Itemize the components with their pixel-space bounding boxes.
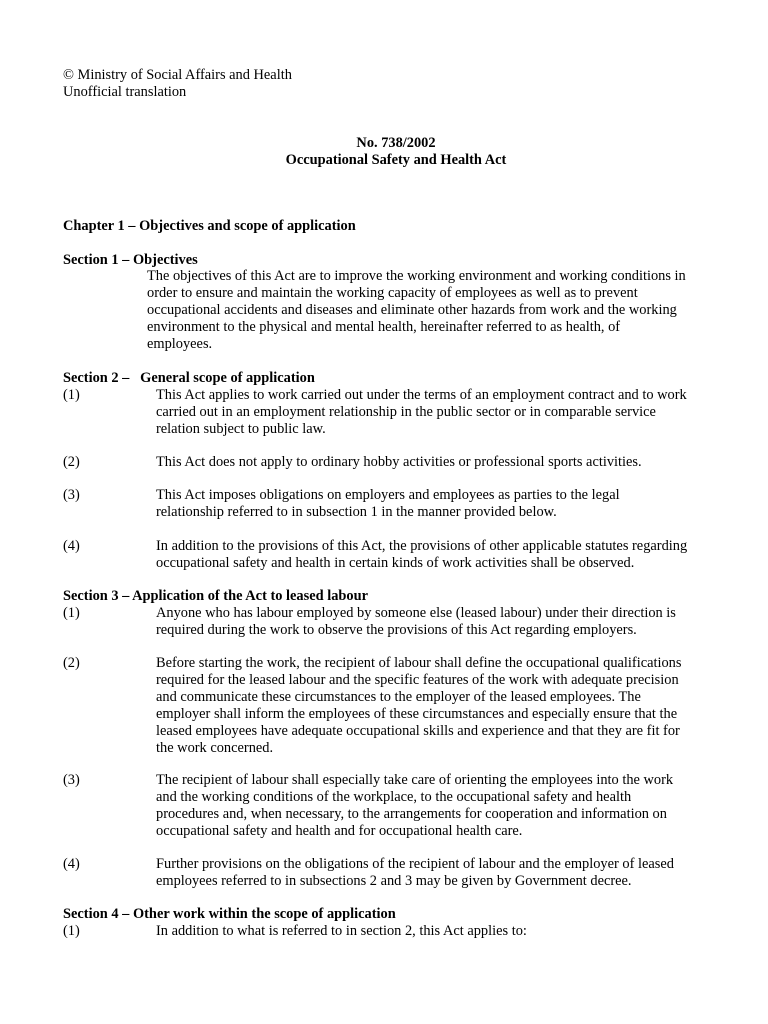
act-title: Occupational Safety and Health Act: [285, 152, 507, 168]
subsection-number: (3): [63, 772, 80, 788]
chapter-heading: Chapter 1 – Objectives and scope of application: [63, 218, 356, 234]
subsection-number: (4): [63, 856, 80, 872]
text-line: The objectives of this Act are to improve the working environment and working conditions in: [147, 268, 686, 284]
act-number: No. 738/2002: [356, 135, 436, 151]
text-line: procedures and, when necessary, to the arrangements for cooperation and information on: [156, 806, 667, 822]
subsection-number: (4): [63, 538, 80, 554]
subsection-text: [156, 923, 736, 940]
text-line: order to ensure and maintain the working capacity of employees as well as to prevent: [147, 285, 638, 301]
text-line: relation subject to public law.: [156, 421, 326, 437]
text-line: relationship referred to in subsection 1 in the manner provided below.: [156, 504, 557, 520]
text-line: and the working conditions of the workplace, to the occupational safety and health: [156, 789, 632, 805]
text-line: required during the work to observe the provisions of this Act regarding employers.: [156, 622, 637, 638]
subsection-text: [156, 655, 736, 757]
section-heading: Section 3 – Application of the Act to leased labour: [63, 588, 368, 604]
text-line: employees.: [147, 336, 213, 352]
text-line: This Act does not apply to ordinary hobby activities or professional sports activities.: [156, 454, 642, 470]
text-line: occupational safety and health in certain kinds of work activities shall be observed.: [156, 555, 635, 571]
text-line: Before starting the work, the recipient of labour shall define the occupational qualifications: [156, 655, 682, 671]
translation-note: Unofficial translation: [63, 84, 187, 100]
subsection-text: [156, 487, 736, 521]
subsection-number: (2): [63, 454, 80, 470]
text-line: In addition to the provisions of this Act, the provisions of other applicable statutes regarding: [156, 538, 688, 554]
text-line: Further provisions on the obligations of the recipient of labour and the employer of leased: [156, 856, 674, 872]
subsection-text: [156, 454, 736, 471]
text-line: This Act applies to work carried out under the terms of an employment contract and to work: [156, 387, 687, 403]
subsection-text: [156, 538, 736, 572]
text-line: employer shall inform the employees of these circumstances and especially ensure that the: [156, 706, 678, 722]
subsection-text: [156, 856, 736, 890]
text-line: employees referred to in subsections 2 and 3 may be given by Government decree.: [156, 873, 632, 889]
text-line: This Act imposes obligations on employers and employees as parties to the legal: [156, 487, 620, 503]
text-line: carried out in an employment relationship in the public sector or in comparable service: [156, 404, 656, 420]
text-line: In addition to what is referred to in section 2, this Act applies to:: [156, 923, 527, 939]
text-line: Anyone who has labour employed by someone else (leased labour) under their direction is: [156, 605, 676, 621]
section-heading: Section 1 – Objectives: [63, 252, 198, 268]
text-line: environment to the physical and mental health, hereinafter referred to as health, of: [147, 319, 621, 335]
text-line: occupational safety and health and for occupational health care.: [156, 823, 523, 839]
copyright-line: © Ministry of Social Affairs and Health: [63, 67, 292, 83]
section-heading: Section 4 – Other work within the scope of application: [63, 906, 396, 922]
text-line: and communicate these circumstances to the employer of the leased employees. The: [156, 689, 641, 705]
subsection-number: (1): [63, 923, 80, 939]
text-line: The recipient of labour shall especially take care of orienting the employees into the work: [156, 772, 674, 788]
subsection-text: [156, 387, 736, 438]
subsection-number: (3): [63, 487, 80, 503]
subsection-number: (1): [63, 387, 80, 403]
text-line: the work concerned.: [156, 740, 274, 756]
subsection-text: [156, 772, 736, 840]
subsection-number: (2): [63, 655, 80, 671]
text-line: leased employees have adequate occupational skills and experience and that they are fit for: [156, 723, 680, 739]
section-body: [147, 268, 686, 353]
text-line: occupational accidents and diseases and eliminate other hazards from work and the working: [147, 302, 677, 318]
section-heading: Section 2 – General scope of application: [63, 370, 315, 386]
subsection-text: [156, 605, 736, 639]
text-line: required for the leased labour and the specific features of the work with adequate precision: [156, 672, 679, 688]
subsection-number: (1): [63, 605, 80, 621]
